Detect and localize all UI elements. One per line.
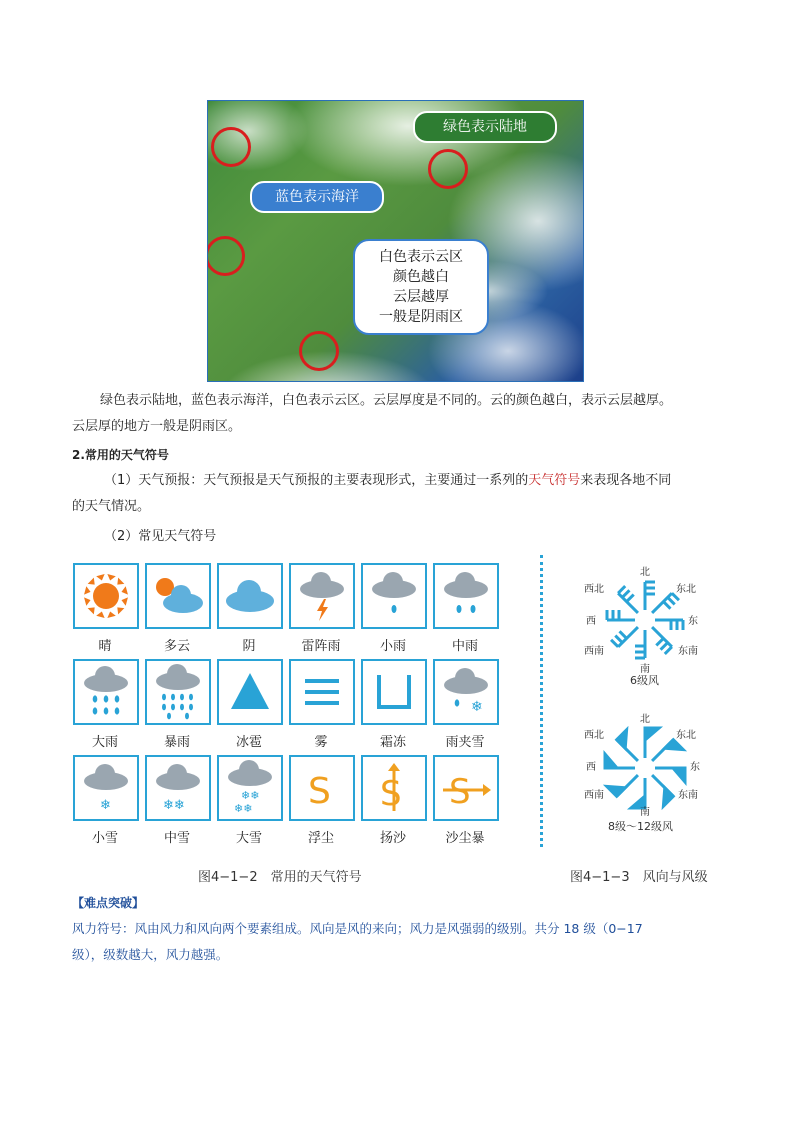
svg-text:❄❄: ❄❄: [234, 802, 253, 815]
weather-symbol: [73, 659, 137, 750]
svg-text:❄❄: ❄❄: [241, 789, 260, 802]
heavy-snow-icon: [217, 755, 283, 821]
callout-ocean: 蓝色表示海洋: [250, 181, 384, 213]
symbol-label: 扬沙: [379, 831, 406, 846]
difficulty-heading: 【难点突破】: [72, 896, 145, 910]
item1-highlight: 天气符号: [528, 473, 581, 488]
callout-line: 一般是阴雨区: [379, 309, 463, 325]
section-heading: 2.常用的天气符号: [72, 448, 169, 462]
weather-symbol: [433, 755, 497, 846]
symbol-label: 暴雨: [163, 735, 190, 750]
symbol-label: 多云: [163, 639, 190, 654]
callout-line: 云层越厚: [393, 289, 449, 305]
floating-dust-icon: [289, 755, 355, 821]
intro-line1: 绿色表示陆地，蓝色表示海洋，白色表示云区。云层厚度是不同的。云的颜色越白，表示云层越厚。: [100, 393, 673, 408]
callout-land: 绿色表示陆地: [413, 111, 557, 143]
dir-n: 北: [640, 567, 650, 578]
light-snow-icon: [73, 755, 139, 821]
dir-n: 北: [640, 714, 650, 725]
callout-line: 颜色越白: [393, 269, 449, 285]
sun-cloud-icon: [145, 563, 211, 629]
sun-icon: [73, 563, 139, 629]
callout-line: 白色表示云区: [379, 249, 463, 265]
callout-cloud: [353, 239, 489, 335]
frost-icon: [361, 659, 427, 725]
cloud-icon: [217, 563, 283, 629]
item2: （2）常见天气符号: [104, 529, 217, 544]
symbol-label: 冰雹: [235, 735, 262, 750]
circle-marker: [428, 149, 468, 189]
weather-symbol: [361, 563, 425, 654]
dir-s: 南: [640, 664, 650, 675]
moderate-snow-icon: [145, 755, 211, 821]
symbol-label: 雨夹雪: [445, 735, 485, 750]
satellite-image: [207, 100, 584, 382]
dir-s: 南: [640, 807, 650, 818]
hail-icon: [217, 659, 283, 725]
circle-marker: [299, 331, 339, 371]
svg-text:❄❄: ❄❄: [163, 798, 185, 813]
weather-symbol: [289, 563, 353, 654]
symbol-label: 小雪: [91, 831, 118, 846]
dir-e: 东: [690, 762, 700, 773]
symbol-label: 浮尘: [307, 831, 334, 846]
weather-symbol: [433, 563, 497, 654]
figure-caption: 图4−1−3 风向与风级: [570, 870, 708, 885]
dir-sw: 西南: [584, 646, 604, 657]
weather-symbol: [217, 659, 281, 750]
symbol-label: 雾: [314, 735, 328, 750]
weather-symbol: [145, 755, 209, 846]
dir-nw: 西北: [584, 730, 604, 741]
item1-prefix: （1）天气预报：天气预报是天气预报的主要表现形式，主要通过一系列的: [104, 473, 529, 488]
storm-rain-icon: [145, 659, 211, 725]
intro-line2: 云层厚的地方一般是阴雨区。: [72, 419, 242, 434]
wind-caption-6: 6级风: [630, 674, 659, 687]
weather-symbol: [361, 755, 425, 846]
weather-symbol: [145, 563, 209, 654]
wind-caption-8-12: 8级～12级风: [608, 820, 673, 833]
weather-symbol: [73, 563, 137, 654]
circle-marker: [207, 236, 245, 276]
symbol-label: 大雪: [235, 831, 262, 846]
weather-symbol: [289, 755, 353, 846]
item1-suffix: 来表现各地不同: [580, 473, 672, 488]
weather-symbol: [217, 755, 281, 846]
dir-ne: 东北: [676, 730, 696, 741]
dir-nw: 西北: [584, 584, 604, 595]
dir-e: 东: [688, 616, 698, 627]
svg-text:❄: ❄: [471, 699, 483, 715]
dir-w: 西: [586, 762, 596, 773]
symbol-label: 中雪: [163, 831, 190, 846]
item1-line2: 的天气情况。: [72, 499, 151, 514]
weather-symbol: [289, 659, 353, 750]
figure-caption: 图4−1−2 常用的天气符号: [198, 870, 362, 885]
dir-sw: 西南: [584, 790, 604, 801]
symbol-label: 霜冻: [379, 735, 406, 750]
dir-w: 西: [586, 616, 596, 627]
dir-se: 东南: [678, 790, 698, 801]
sleet-icon: [433, 659, 499, 725]
weather-symbol: [361, 659, 425, 750]
svg-text:❄: ❄: [100, 798, 111, 813]
sandstorm-icon: [433, 755, 499, 821]
dir-ne: 东北: [676, 584, 696, 595]
circle-marker: [211, 127, 251, 167]
weather-symbol: [217, 563, 281, 654]
dir-se: 东南: [678, 646, 698, 657]
difficulty-line2: 级），级数越大，风力越强。: [72, 947, 229, 962]
symbol-label: 阴: [242, 639, 256, 654]
symbol-label: 晴: [98, 639, 112, 654]
symbol-label: 雷阵雨: [301, 639, 341, 654]
weather-symbol: [433, 659, 497, 750]
divider: [540, 555, 543, 847]
symbol-label: 大雨: [91, 735, 118, 750]
weather-symbol: [73, 755, 137, 846]
weather-symbol: [145, 659, 209, 750]
fog-icon: [289, 659, 355, 725]
item1-line1: [104, 468, 671, 494]
moderate-rain-icon: [433, 563, 499, 629]
symbol-label: 小雨: [379, 639, 406, 654]
svg-text:S: S: [449, 772, 471, 812]
light-rain-icon: [361, 563, 427, 629]
svg-text:S: S: [380, 774, 402, 814]
difficulty-line1: 风力符号：风由风力和风向两个要素组成。风向是风的来向；风力是风强弱的级别。共分 18 级（0−17: [72, 921, 643, 936]
symbol-label: 中雨: [451, 639, 478, 654]
thunder-cloud-icon: [289, 563, 355, 629]
symbol-label: 沙尘暴: [445, 831, 485, 846]
blowing-sand-icon: [361, 755, 427, 821]
svg-text:S: S: [308, 771, 331, 812]
heavy-rain-icon: [73, 659, 139, 725]
